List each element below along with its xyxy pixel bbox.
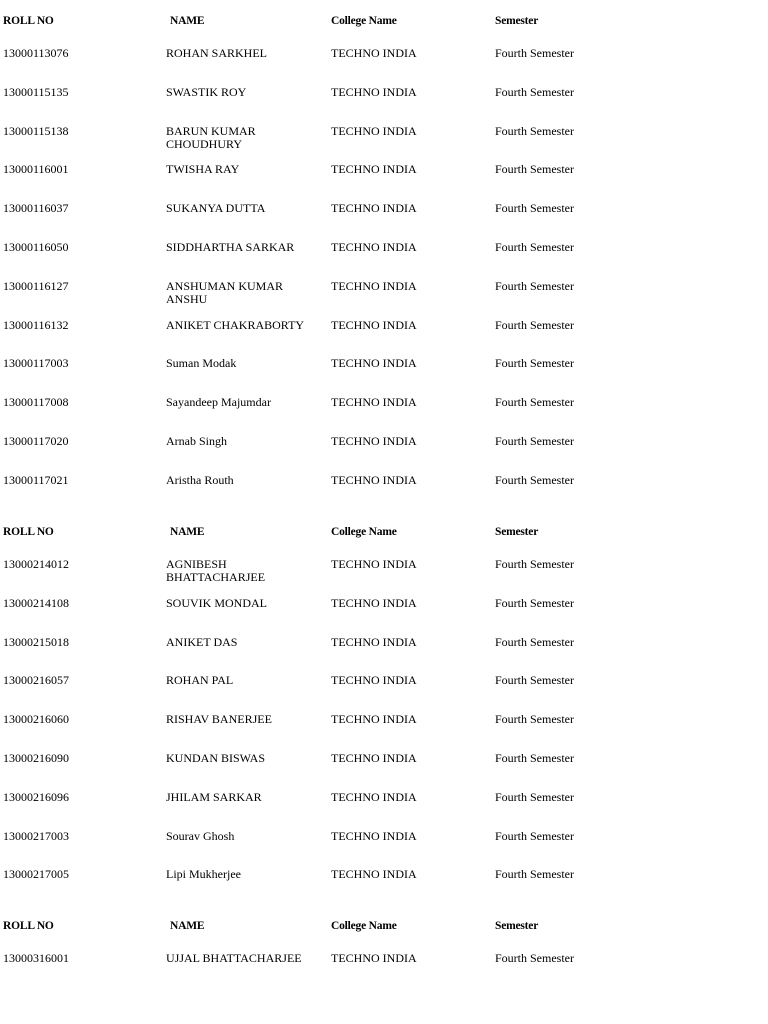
table-row: [0, 674, 768, 708]
college-name-cell: TECHNO INDIA: [331, 557, 417, 571]
college-name-cell: TECHNO INDIA: [331, 84, 417, 99]
student-name-cell: AGNIBESH BHATTACHARJEE: [166, 557, 266, 584]
semester-cell: Fourth Semester: [495, 162, 574, 177]
semester-cell: Fourth Semester: [495, 201, 574, 216]
semester-cell: Fourth Semester: [495, 434, 574, 448]
college-name-cell: TECHNO INDIA: [331, 317, 417, 332]
college-name-cell: TECHNO INDIA: [331, 472, 417, 487]
semester-cell: Fourth Semester: [495, 867, 574, 882]
student-name-cell: KUNDAN BISWAS: [166, 751, 266, 765]
semester-cell: Fourth Semester: [495, 356, 574, 371]
roll-number-cell: 13000117020: [3, 434, 69, 448]
student-name-cell: RISHAV BANERJEE: [166, 712, 272, 727]
table-row: [0, 396, 768, 430]
semester-cell: Fourth Semester: [495, 395, 574, 410]
college-name-cell: TECHNO INDIA: [331, 434, 417, 448]
semester-cell: Fourth Semester: [495, 46, 574, 60]
table-row: [0, 558, 768, 592]
student-name-cell: Arnab Singh: [166, 434, 227, 448]
roll-number-cell: 13000116127: [3, 278, 69, 293]
semester-cell: Fourth Semester: [495, 84, 574, 99]
student-name-cell: Sourav Ghosh: [166, 828, 235, 843]
table-row: [0, 830, 768, 864]
roll-number-cell: 13000216057: [3, 673, 69, 688]
student-name-cell: ANIKET DAS: [166, 634, 238, 649]
table-row: [0, 163, 768, 197]
column-header-name: NAME: [170, 526, 205, 538]
roll-number-cell: 13000115135: [3, 84, 69, 99]
roll-number-cell: 13000214012: [3, 557, 69, 571]
student-name-cell: Lipi Mukherjee: [166, 867, 241, 882]
roll-number-cell: 13000116001: [3, 162, 69, 177]
semester-cell: Fourth Semester: [495, 278, 574, 293]
table-row: [0, 791, 768, 825]
roll-number-cell: 13000116037: [3, 201, 69, 216]
student-name-cell: SIDDHARTHA SARKAR: [166, 240, 295, 254]
table-header-row: [0, 15, 768, 49]
column-header-name: NAME: [170, 920, 205, 932]
roll-number-cell: 13000117003: [3, 356, 69, 371]
roll-number-cell: 13000217003: [3, 828, 69, 843]
college-name-cell: TECHNO INDIA: [331, 828, 417, 843]
student-name-cell: ANSHUMAN KUMAR ANSHU: [166, 278, 284, 306]
table-header-row: [0, 920, 768, 954]
table-row: [0, 713, 768, 747]
semester-cell: Fourth Semester: [495, 751, 574, 765]
roll-number-cell: 13000215018: [3, 634, 69, 649]
semester-cell: Fourth Semester: [495, 123, 574, 138]
semester-cell: Fourth Semester: [495, 472, 574, 487]
roll-number-cell: 13000216090: [3, 751, 69, 765]
student-name-cell: ROHAN PAL: [166, 673, 234, 688]
student-name-cell: Aristha Routh: [166, 472, 234, 487]
roll-number-cell: 13000116132: [3, 317, 69, 332]
semester-cell: Fourth Semester: [495, 789, 574, 804]
college-name-cell: TECHNO INDIA: [331, 278, 417, 293]
semester-cell: Fourth Semester: [495, 951, 574, 965]
college-name-cell: TECHNO INDIA: [331, 867, 417, 882]
college-name-cell: TECHNO INDIA: [331, 634, 417, 649]
student-name-cell: BARUN KUMAR CHOUDHURY: [166, 123, 256, 151]
student-name-cell: SWASTIK ROY: [166, 84, 247, 99]
college-name-cell: TECHNO INDIA: [331, 673, 417, 688]
table-row: [0, 435, 768, 469]
student-name-cell: ROHAN SARKHEL: [166, 46, 268, 60]
roll-number-cell: 13000316001: [3, 951, 69, 965]
roll-number-cell: 13000116050: [3, 240, 69, 254]
table-header-row: [0, 526, 768, 560]
column-header-college-name: College Name: [331, 526, 397, 538]
roll-number-cell: 13000117021: [3, 472, 69, 487]
roll-number-cell: 13000217005: [3, 867, 69, 882]
table-row: [0, 952, 768, 986]
student-name-cell: SUKANYA DUTTA: [166, 201, 266, 216]
college-name-cell: TECHNO INDIA: [331, 595, 417, 610]
student-name-cell: TWISHA RAY: [166, 162, 240, 177]
student-name-cell: UJJAL BHATTACHARJEE: [166, 951, 302, 965]
semester-cell: Fourth Semester: [495, 634, 574, 649]
college-name-cell: TECHNO INDIA: [331, 751, 417, 765]
table-row: [0, 280, 768, 314]
semester-cell: Fourth Semester: [495, 828, 574, 843]
student-name-cell: SOUVIK MONDAL: [166, 595, 267, 610]
student-name-cell: JHILAM SARKAR: [166, 789, 262, 804]
table-row: [0, 868, 768, 902]
student-name-cell: Sayandeep Majumdar: [166, 395, 271, 410]
table-row: [0, 202, 768, 236]
column-header-roll-no: ROLL NO: [3, 15, 54, 27]
table-row: [0, 86, 768, 120]
table-row: [0, 474, 768, 508]
college-name-cell: TECHNO INDIA: [331, 951, 417, 965]
college-name-cell: TECHNO INDIA: [331, 46, 417, 60]
column-header-college-name: College Name: [331, 15, 397, 27]
college-name-cell: TECHNO INDIA: [331, 712, 417, 727]
semester-cell: Fourth Semester: [495, 595, 574, 610]
roll-number-cell: 13000113076: [3, 46, 69, 60]
college-name-cell: TECHNO INDIA: [331, 123, 417, 138]
column-header-semester: Semester: [495, 15, 539, 27]
college-name-cell: TECHNO INDIA: [331, 356, 417, 371]
college-name-cell: TECHNO INDIA: [331, 395, 417, 410]
table-row: [0, 47, 768, 81]
college-name-cell: TECHNO INDIA: [331, 240, 417, 254]
college-name-cell: TECHNO INDIA: [331, 201, 417, 216]
column-header-roll-no: ROLL NO: [3, 526, 54, 538]
roll-number-cell: 13000216096: [3, 789, 69, 804]
table-row: [0, 125, 768, 159]
column-header-college-name: College Name: [331, 920, 397, 932]
semester-cell: Fourth Semester: [495, 712, 574, 727]
student-name-cell: Suman Modak: [166, 356, 237, 371]
column-header-semester: Semester: [495, 526, 539, 538]
roll-number-cell: 13000115138: [3, 123, 69, 138]
table-row: [0, 752, 768, 786]
table-row: [0, 357, 768, 391]
table-row: [0, 319, 768, 353]
roll-number-cell: 13000216060: [3, 712, 69, 727]
semester-cell: Fourth Semester: [495, 240, 574, 254]
college-name-cell: TECHNO INDIA: [331, 789, 417, 804]
roll-number-cell: 13000117008: [3, 395, 69, 410]
table-row: [0, 241, 768, 275]
semester-cell: Fourth Semester: [495, 557, 574, 571]
college-name-cell: TECHNO INDIA: [331, 162, 417, 177]
column-header-name: NAME: [170, 15, 205, 27]
semester-cell: Fourth Semester: [495, 673, 574, 688]
semester-cell: Fourth Semester: [495, 317, 574, 332]
table-row: [0, 636, 768, 670]
column-header-semester: Semester: [495, 920, 539, 932]
column-header-roll-no: ROLL NO: [3, 920, 54, 932]
table-row: [0, 597, 768, 631]
student-name-cell: ANIKET CHAKRABORTY: [166, 317, 305, 332]
roll-number-cell: 13000214108: [3, 595, 69, 610]
